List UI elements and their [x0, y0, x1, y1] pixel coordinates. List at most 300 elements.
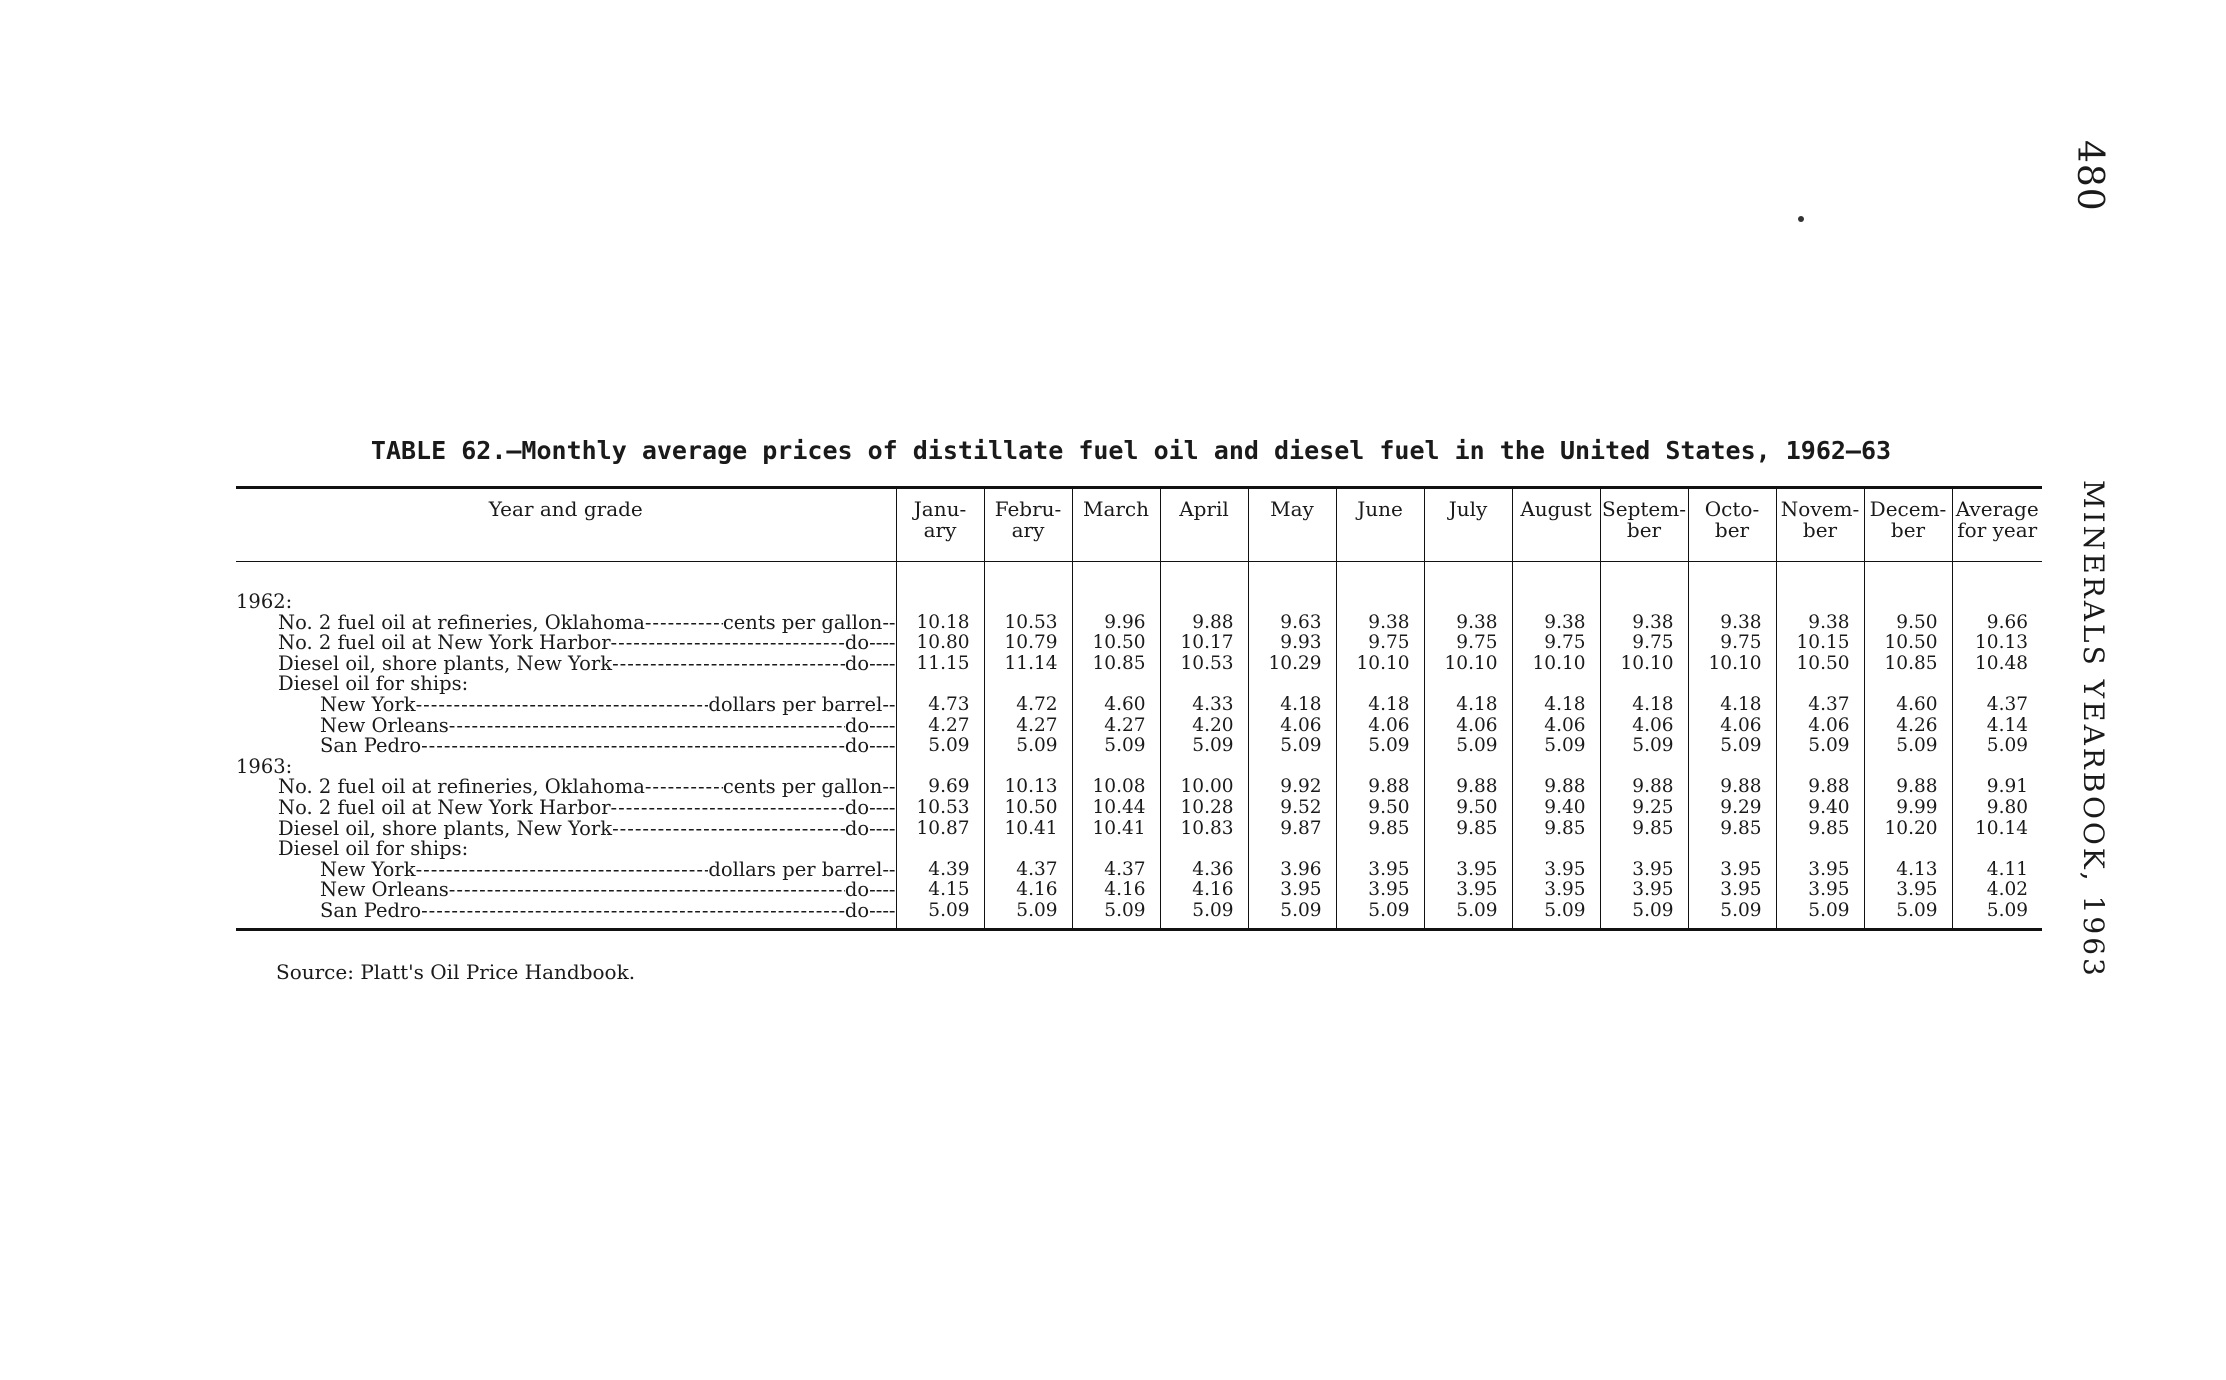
price-cell: 9.75 — [1512, 633, 1600, 654]
price-cell: 5.09 — [1600, 901, 1688, 929]
empty-cell — [1776, 757, 1864, 778]
unit-label: do — [844, 797, 870, 819]
unit-label: do — [844, 818, 870, 840]
price-cell: 4.13 — [1864, 860, 1952, 881]
price-cell: 9.80 — [1952, 798, 2042, 819]
table-row — [236, 654, 2042, 675]
price-cell: 10.50 — [984, 798, 1072, 819]
unit-label: do — [844, 900, 870, 922]
label-with-leader — [278, 654, 896, 675]
empty-cell — [896, 839, 984, 860]
price-cell: 5.09 — [984, 736, 1072, 757]
label-with-leader — [278, 613, 896, 634]
price-cell: 10.14 — [1952, 819, 2042, 840]
price-cell: 10.50 — [1776, 654, 1864, 675]
unit-label: dollars per barrel — [708, 694, 883, 716]
label-with-leader — [320, 716, 896, 737]
price-cell: 9.85 — [1512, 819, 1600, 840]
column-header: April — [1160, 488, 1248, 562]
price-cell: 5.09 — [896, 901, 984, 929]
empty-cell — [1424, 592, 1512, 613]
price-cell: 9.29 — [1688, 798, 1776, 819]
price-cell: 11.14 — [984, 654, 1072, 675]
price-cell: 10.17 — [1160, 633, 1248, 654]
unit-label: do — [844, 715, 870, 737]
label-with-leader — [320, 901, 896, 922]
empty-cell — [1072, 592, 1160, 613]
dot-leader — [421, 736, 845, 757]
trailing-leader: ---- — [869, 633, 896, 654]
row-label: Diesel oil for ships: — [278, 674, 469, 695]
table-row — [236, 674, 2042, 695]
price-cell: 4.33 — [1160, 695, 1248, 716]
empty-cell — [1160, 757, 1248, 778]
price-cell: 4.16 — [984, 880, 1072, 901]
trailing-leader: ---- — [869, 818, 896, 840]
row-label — [236, 654, 896, 675]
price-cell: 9.69 — [896, 777, 984, 798]
price-cell: 10.18 — [896, 613, 984, 634]
price-cell: 10.15 — [1776, 633, 1864, 654]
empty-cell — [1336, 562, 1424, 593]
price-cell: 3.95 — [1688, 860, 1776, 881]
running-header — [2050, 140, 2170, 1140]
price-cell: 4.06 — [1600, 716, 1688, 737]
empty-cell — [1512, 592, 1600, 613]
price-cell: 10.10 — [1424, 654, 1512, 675]
table-row — [236, 901, 2042, 929]
empty-cell — [1160, 592, 1248, 613]
price-cell: 3.95 — [1424, 880, 1512, 901]
price-cell: 3.95 — [1864, 880, 1952, 901]
table-row — [236, 839, 2042, 860]
grade-label: No. 2 fuel oil at refineries, Oklahoma — [278, 612, 645, 634]
price-cell: 5.09 — [1424, 736, 1512, 757]
trailing-leader: -- — [882, 777, 896, 798]
empty-cell — [1864, 674, 1952, 695]
price-cell: 4.06 — [1248, 716, 1336, 737]
price-cell: 9.38 — [1600, 613, 1688, 634]
label-with-leader — [320, 880, 896, 901]
price-cell: 9.88 — [1336, 777, 1424, 798]
unit-label: do — [844, 736, 870, 757]
price-cell: 9.25 — [1600, 798, 1688, 819]
price-cell: 9.38 — [1776, 613, 1864, 634]
spacer-row — [236, 562, 2042, 593]
label-with-leader — [278, 798, 896, 819]
price-cell: 9.66 — [1952, 613, 2042, 634]
price-cell: 10.50 — [1864, 633, 1952, 654]
dot-leader — [449, 880, 845, 901]
price-cell: 5.09 — [1776, 736, 1864, 757]
price-cell: 5.09 — [1864, 736, 1952, 757]
unit-label: cents per gallon — [722, 612, 883, 634]
row-label — [236, 777, 896, 798]
price-cell: 9.85 — [1424, 819, 1512, 840]
price-cell: 4.18 — [1512, 695, 1600, 716]
row-label — [236, 695, 896, 716]
price-cell: 5.09 — [1336, 736, 1424, 757]
price-cell: 3.95 — [1248, 880, 1336, 901]
table-row — [236, 716, 2042, 737]
price-cell: 10.29 — [1248, 654, 1336, 675]
trailing-leader: ---- — [869, 900, 896, 922]
empty-cell — [1248, 562, 1336, 593]
price-cell: 5.09 — [1248, 901, 1336, 929]
empty-cell — [1600, 562, 1688, 593]
price-cell: 9.87 — [1248, 819, 1336, 840]
price-cell: 9.40 — [1512, 798, 1600, 819]
price-cell: 4.06 — [1512, 716, 1600, 737]
price-cell: 9.85 — [1600, 819, 1688, 840]
dot-leader — [645, 613, 723, 634]
column-header: March — [1072, 488, 1160, 562]
trailing-leader: -- — [882, 859, 896, 881]
unit-label: do — [844, 653, 870, 675]
dot-leader — [645, 777, 723, 798]
price-cell: 3.95 — [1424, 860, 1512, 881]
price-cell: 4.06 — [1776, 716, 1864, 737]
price-cell: 3.95 — [1776, 880, 1864, 901]
grade-label: San Pedro — [320, 736, 422, 757]
empty-cell — [984, 562, 1072, 593]
price-cell: 4.18 — [1248, 695, 1336, 716]
price-cell: 5.09 — [1952, 901, 2042, 929]
empty-cell — [1424, 674, 1512, 695]
column-header: July — [1424, 488, 1512, 562]
price-cell: 4.27 — [1072, 716, 1160, 737]
price-cell: 9.99 — [1864, 798, 1952, 819]
price-cell: 4.26 — [1864, 716, 1952, 737]
row-label — [236, 716, 896, 737]
grade-label: Diesel oil, shore plants, New York — [278, 653, 613, 675]
empty-cell — [1512, 674, 1600, 695]
price-cell: 9.88 — [1160, 613, 1248, 634]
empty-cell — [1160, 674, 1248, 695]
price-cell: 5.09 — [1072, 736, 1160, 757]
dot-leader — [416, 860, 709, 881]
price-cell: 3.95 — [1512, 880, 1600, 901]
label-with-leader — [320, 860, 896, 881]
empty-cell — [1864, 839, 1952, 860]
empty-cell — [1512, 562, 1600, 593]
column-header: August — [1512, 488, 1600, 562]
empty-cell — [1776, 674, 1864, 695]
empty-cell — [984, 839, 1072, 860]
empty-cell — [1688, 592, 1776, 613]
empty-cell — [1864, 757, 1952, 778]
price-cell: 4.18 — [1688, 695, 1776, 716]
price-cell: 10.10 — [1600, 654, 1688, 675]
price-cell: 4.20 — [1160, 716, 1248, 737]
grade-label: No. 2 fuel oil at New York Harbor — [278, 633, 611, 654]
year-label: 1962: — [236, 592, 293, 613]
price-cell: 4.16 — [1072, 880, 1160, 901]
trailing-leader: ---- — [869, 797, 896, 819]
empty-cell — [896, 592, 984, 613]
trailing-leader: ---- — [869, 653, 896, 675]
source-note: Source: Platt's Oil Price Handbook. — [276, 960, 636, 984]
empty-cell — [1336, 839, 1424, 860]
row-label — [236, 819, 896, 840]
price-cell: 9.38 — [1336, 613, 1424, 634]
dot-leader — [421, 901, 845, 922]
empty-cell — [896, 562, 984, 593]
dot-leader — [449, 716, 845, 737]
price-cell: 10.87 — [896, 819, 984, 840]
empty-cell — [1336, 757, 1424, 778]
column-header: Decem- ber — [1864, 488, 1952, 562]
dot-leader — [611, 633, 845, 654]
empty-cell — [1072, 562, 1160, 593]
price-cell: 10.41 — [1072, 819, 1160, 840]
table-row — [236, 819, 2042, 840]
table-header-row — [236, 488, 2042, 562]
price-cell: 10.20 — [1864, 819, 1952, 840]
price-cell: 9.38 — [1424, 613, 1512, 634]
price-cell: 5.09 — [896, 736, 984, 757]
price-cell: 4.27 — [984, 716, 1072, 737]
price-cell: 5.09 — [1952, 736, 2042, 757]
price-cell: 4.15 — [896, 880, 984, 901]
price-cell: 3.95 — [1600, 880, 1688, 901]
dot-leader — [416, 695, 709, 716]
price-cell: 5.09 — [1160, 736, 1248, 757]
empty-cell — [1512, 757, 1600, 778]
year-row — [236, 592, 2042, 613]
empty-cell — [984, 757, 1072, 778]
trailing-leader: -- — [882, 612, 896, 634]
empty-cell — [1952, 674, 2042, 695]
price-cell: 9.85 — [1688, 819, 1776, 840]
price-cell: 9.88 — [1512, 777, 1600, 798]
price-cell: 4.37 — [1776, 695, 1864, 716]
row-label — [236, 880, 896, 901]
grade-label: No. 2 fuel oil at New York Harbor — [278, 797, 611, 819]
price-cell: 5.09 — [984, 901, 1072, 929]
table-body — [236, 562, 2042, 930]
label-with-leader — [278, 819, 896, 840]
price-cell: 4.37 — [1952, 695, 2042, 716]
table-row — [236, 736, 2042, 757]
running-title: MINERALS YEARBOOK, 1963 — [2077, 480, 2110, 979]
column-header: Octo- ber — [1688, 488, 1776, 562]
empty-cell — [1600, 839, 1688, 860]
empty-cell — [1776, 839, 1864, 860]
price-cell: 10.08 — [1072, 777, 1160, 798]
table-row — [236, 860, 2042, 881]
price-cell: 10.85 — [1072, 654, 1160, 675]
empty-cell — [1776, 592, 1864, 613]
price-cell: 10.80 — [896, 633, 984, 654]
price-cell: 3.96 — [1248, 860, 1336, 881]
price-cell: 5.09 — [1512, 736, 1600, 757]
price-cell: 11.15 — [896, 654, 984, 675]
column-header: Febru- ary — [984, 488, 1072, 562]
price-cell: 9.63 — [1248, 613, 1336, 634]
price-cell: 4.18 — [1424, 695, 1512, 716]
price-cell: 9.88 — [1776, 777, 1864, 798]
price-cell: 5.09 — [1336, 901, 1424, 929]
price-cell: 4.14 — [1952, 716, 2042, 737]
row-label — [236, 901, 896, 929]
empty-cell — [1424, 562, 1512, 593]
empty-cell — [1952, 839, 2042, 860]
row-label — [236, 798, 896, 819]
price-cell: 4.16 — [1160, 880, 1248, 901]
price-cell: 4.02 — [1952, 880, 2042, 901]
price-cell: 9.88 — [1864, 777, 1952, 798]
empty-cell — [1864, 562, 1952, 593]
year-row — [236, 757, 2042, 778]
price-cell: 9.50 — [1424, 798, 1512, 819]
column-header: Septem- ber — [1600, 488, 1688, 562]
price-cell: 4.60 — [1072, 695, 1160, 716]
price-cell: 9.92 — [1248, 777, 1336, 798]
table-row — [236, 695, 2042, 716]
dot-leader — [612, 654, 845, 675]
empty-cell — [1072, 757, 1160, 778]
empty-cell — [1424, 757, 1512, 778]
empty-cell — [1952, 757, 2042, 778]
empty-cell — [1424, 839, 1512, 860]
row-label — [236, 633, 896, 654]
trailing-leader: ---- — [869, 736, 896, 757]
price-cell: 5.09 — [1072, 901, 1160, 929]
column-header: Average for year — [1952, 488, 2042, 562]
empty-cell — [1248, 839, 1336, 860]
price-cell: 4.39 — [896, 860, 984, 881]
trailing-leader: ---- — [869, 715, 896, 737]
year-label: 1963: — [236, 756, 293, 778]
grade-label: New Orleans — [320, 880, 449, 901]
table-row — [236, 777, 2042, 798]
price-cell: 9.52 — [1248, 798, 1336, 819]
empty-cell — [1248, 674, 1336, 695]
price-cell: 9.75 — [1424, 633, 1512, 654]
price-cell: 5.09 — [1688, 736, 1776, 757]
empty-cell — [1600, 592, 1688, 613]
empty-cell — [1776, 562, 1864, 593]
price-cell: 5.09 — [1864, 901, 1952, 929]
empty-cell — [1072, 674, 1160, 695]
column-header: Novem- ber — [1776, 488, 1864, 562]
empty-cell — [1160, 839, 1248, 860]
empty-cell — [1248, 592, 1336, 613]
price-cell: 9.38 — [1688, 613, 1776, 634]
price-cell: 4.60 — [1864, 695, 1952, 716]
price-cell: 10.13 — [984, 777, 1072, 798]
label-with-leader — [320, 695, 896, 716]
empty-cell — [1688, 839, 1776, 860]
table-title: TABLE 62.—Monthly average prices of distillate fuel oil and diesel fuel in the United States, 1962–63 — [370, 436, 1892, 465]
empty-cell — [1512, 839, 1600, 860]
column-header: June — [1336, 488, 1424, 562]
price-cell: 3.95 — [1512, 860, 1600, 881]
column-header-year-grade: Year and grade — [236, 488, 896, 562]
price-cell: 4.18 — [1336, 695, 1424, 716]
price-cell: 9.88 — [1424, 777, 1512, 798]
empty-cell — [1336, 674, 1424, 695]
empty-cell — [1952, 562, 2042, 593]
price-cell: 10.41 — [984, 819, 1072, 840]
price-cell: 9.88 — [1600, 777, 1688, 798]
price-cell: 4.72 — [984, 695, 1072, 716]
grade-label: San Pedro — [320, 900, 422, 922]
row-label — [236, 860, 896, 881]
empty-cell — [984, 674, 1072, 695]
scan-speck — [1798, 216, 1804, 222]
price-cell: 4.06 — [1424, 716, 1512, 737]
spacer-cell — [236, 562, 896, 593]
price-cell: 5.09 — [1776, 901, 1864, 929]
price-cell: 10.53 — [984, 613, 1072, 634]
price-cell: 4.06 — [1688, 716, 1776, 737]
empty-cell — [1600, 757, 1688, 778]
grade-label: Diesel oil, shore plants, New York — [278, 818, 613, 840]
price-cell: 10.10 — [1336, 654, 1424, 675]
price-cell: 10.83 — [1160, 819, 1248, 840]
price-cell: 10.10 — [1688, 654, 1776, 675]
price-cell: 10.48 — [1952, 654, 2042, 675]
price-cell: 3.95 — [1336, 860, 1424, 881]
price-cell: 10.13 — [1952, 633, 2042, 654]
price-cell: 10.85 — [1864, 654, 1952, 675]
price-cell: 5.09 — [1248, 736, 1336, 757]
empty-cell — [1952, 592, 2042, 613]
price-cell: 4.37 — [1072, 860, 1160, 881]
price-cell: 3.95 — [1600, 860, 1688, 881]
label-with-leader — [278, 633, 896, 654]
price-cell: 5.09 — [1160, 901, 1248, 929]
price-cell: 5.09 — [1600, 736, 1688, 757]
price-cell: 10.28 — [1160, 798, 1248, 819]
price-cell: 3.95 — [1688, 880, 1776, 901]
empty-cell — [1248, 757, 1336, 778]
unit-label: do — [844, 633, 870, 654]
label-with-leader — [278, 777, 896, 798]
price-cell: 9.75 — [1688, 633, 1776, 654]
empty-cell — [1336, 592, 1424, 613]
price-cell: 9.50 — [1864, 613, 1952, 634]
price-cell: 4.36 — [1160, 860, 1248, 881]
price-cell: 5.09 — [1424, 901, 1512, 929]
row-label — [236, 613, 896, 634]
price-cell: 3.95 — [1336, 880, 1424, 901]
unit-label: do — [844, 880, 870, 901]
price-cell: 9.88 — [1688, 777, 1776, 798]
row-label: Diesel oil for ships: — [278, 839, 469, 860]
empty-cell — [1688, 562, 1776, 593]
empty-cell — [896, 674, 984, 695]
empty-cell — [1600, 674, 1688, 695]
price-cell: 5.09 — [1512, 901, 1600, 929]
column-header: May — [1248, 488, 1336, 562]
table-row — [236, 798, 2042, 819]
price-cell: 9.40 — [1776, 798, 1864, 819]
column-header: Janu- ary — [896, 488, 984, 562]
row-label — [236, 736, 896, 757]
unit-label: dollars per barrel — [708, 859, 883, 881]
price-cell: 9.50 — [1336, 798, 1424, 819]
trailing-leader: ---- — [869, 880, 896, 901]
empty-cell — [1688, 674, 1776, 695]
price-cell: 4.27 — [896, 716, 984, 737]
empty-cell — [896, 757, 984, 778]
price-cell: 9.96 — [1072, 613, 1160, 634]
unit-label: cents per gallon — [722, 777, 883, 798]
price-cell: 9.85 — [1336, 819, 1424, 840]
